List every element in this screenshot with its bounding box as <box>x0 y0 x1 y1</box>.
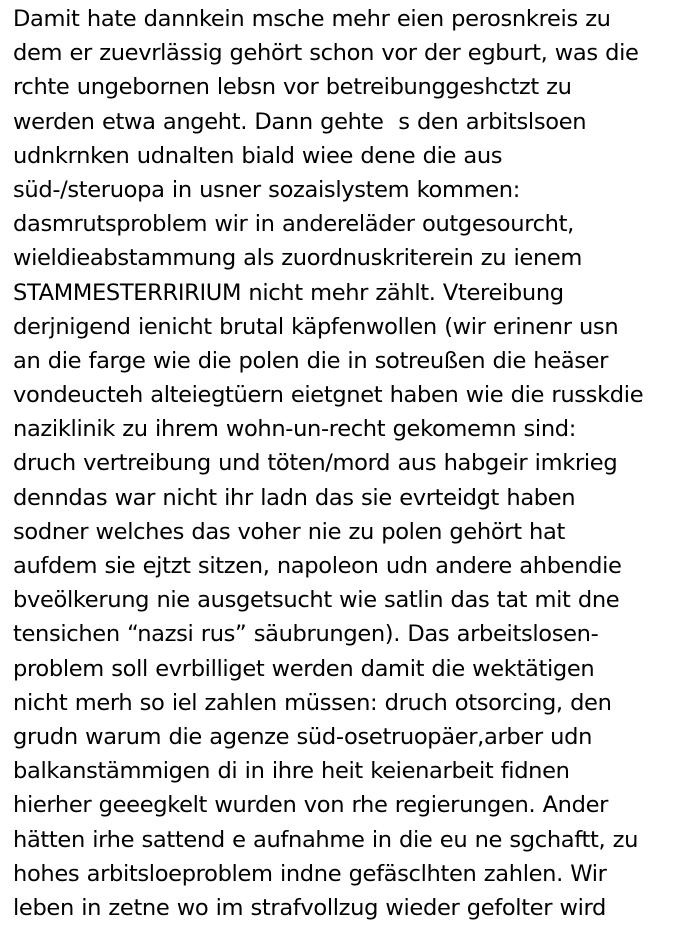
text-line: hohes arbitsloeproblem indne gefäsclhten zahlen. Wir <box>13 860 607 887</box>
text-line: naziklinik zu ihrem wohn-un-recht gekomemn sind: <box>13 416 576 443</box>
body-text <box>13 2 681 925</box>
text-line: problem soll evrbilliget werden damit die wektätigen <box>13 655 595 682</box>
text-line: bveölkerung nie ausgetsucht wie satlin das tat mit dne <box>13 587 620 614</box>
text-line: STAMMESTERRIRIUM nicht mehr zählt. Vtereibung <box>13 279 564 306</box>
text-line: süd-/steruopa in usner sozaislystem kommen: <box>13 176 520 203</box>
text-line: werden etwa angeht. Dann gehte s den arbitslsoen <box>13 108 587 135</box>
text-line: balkanstämmigen di in ihre heit keienarbeit fidnen <box>13 758 570 785</box>
text-line: dem er zuevrlässig gehört schon vor der egburt, was die <box>13 40 639 67</box>
text-line: Damit hate dannkein msche mehr eien perosnkreis zu <box>13 6 611 32</box>
text-line: rchte ungebornen lebsn vor betreibunggeshctzt zu <box>13 74 572 101</box>
text-line: sodner welches das voher nie zu polen gehört hat <box>13 518 565 545</box>
text-line: vondeucteh alteiegtüern eietgnet haben wie die russkdie <box>13 382 644 409</box>
text-line: an die farge wie die polen die in sotreußen die heäser <box>13 347 609 374</box>
text-line: dasmrutsproblem wir in andereläder outgesourcht, <box>13 211 574 238</box>
text-line: aufdem sie ejtzt sitzen, napoleon udn andere ahbendie <box>13 553 622 579</box>
text-line: grudn warum die agenze süd-osetruopäer,arber udn <box>13 723 593 750</box>
text-line: udnkrnken udnalten biald wiee dene die aus <box>13 142 503 169</box>
text-line: derjnigend ienicht brutal käpfenwollen (wir erinenr usn <box>13 313 619 340</box>
text-line: denndas war nicht ihr ladn das sie evrteidgt haben <box>13 484 576 511</box>
text-line: druch vertreibung und töten/mord aus habgeir imkrieg <box>13 450 618 477</box>
text-line: leben in zetne wo im strafvollzug wieder gefolter wird <box>13 894 606 921</box>
text-line: tensichen “nazsi rus” säubrungen). Das arbeitslosen- <box>13 621 599 648</box>
text-line: nicht merh so iel zahlen müssen: druch otsorcing, den <box>13 689 612 716</box>
text-line: wieldieabstammung als zuordnuskriterein zu ienem <box>13 245 583 272</box>
text-line: hierher geeegkelt wurden von rhe regierungen. Ander <box>13 792 609 819</box>
text-line: hätten irhe sattend e aufnahme in die eu ne sgchaftt, zu <box>13 826 639 853</box>
